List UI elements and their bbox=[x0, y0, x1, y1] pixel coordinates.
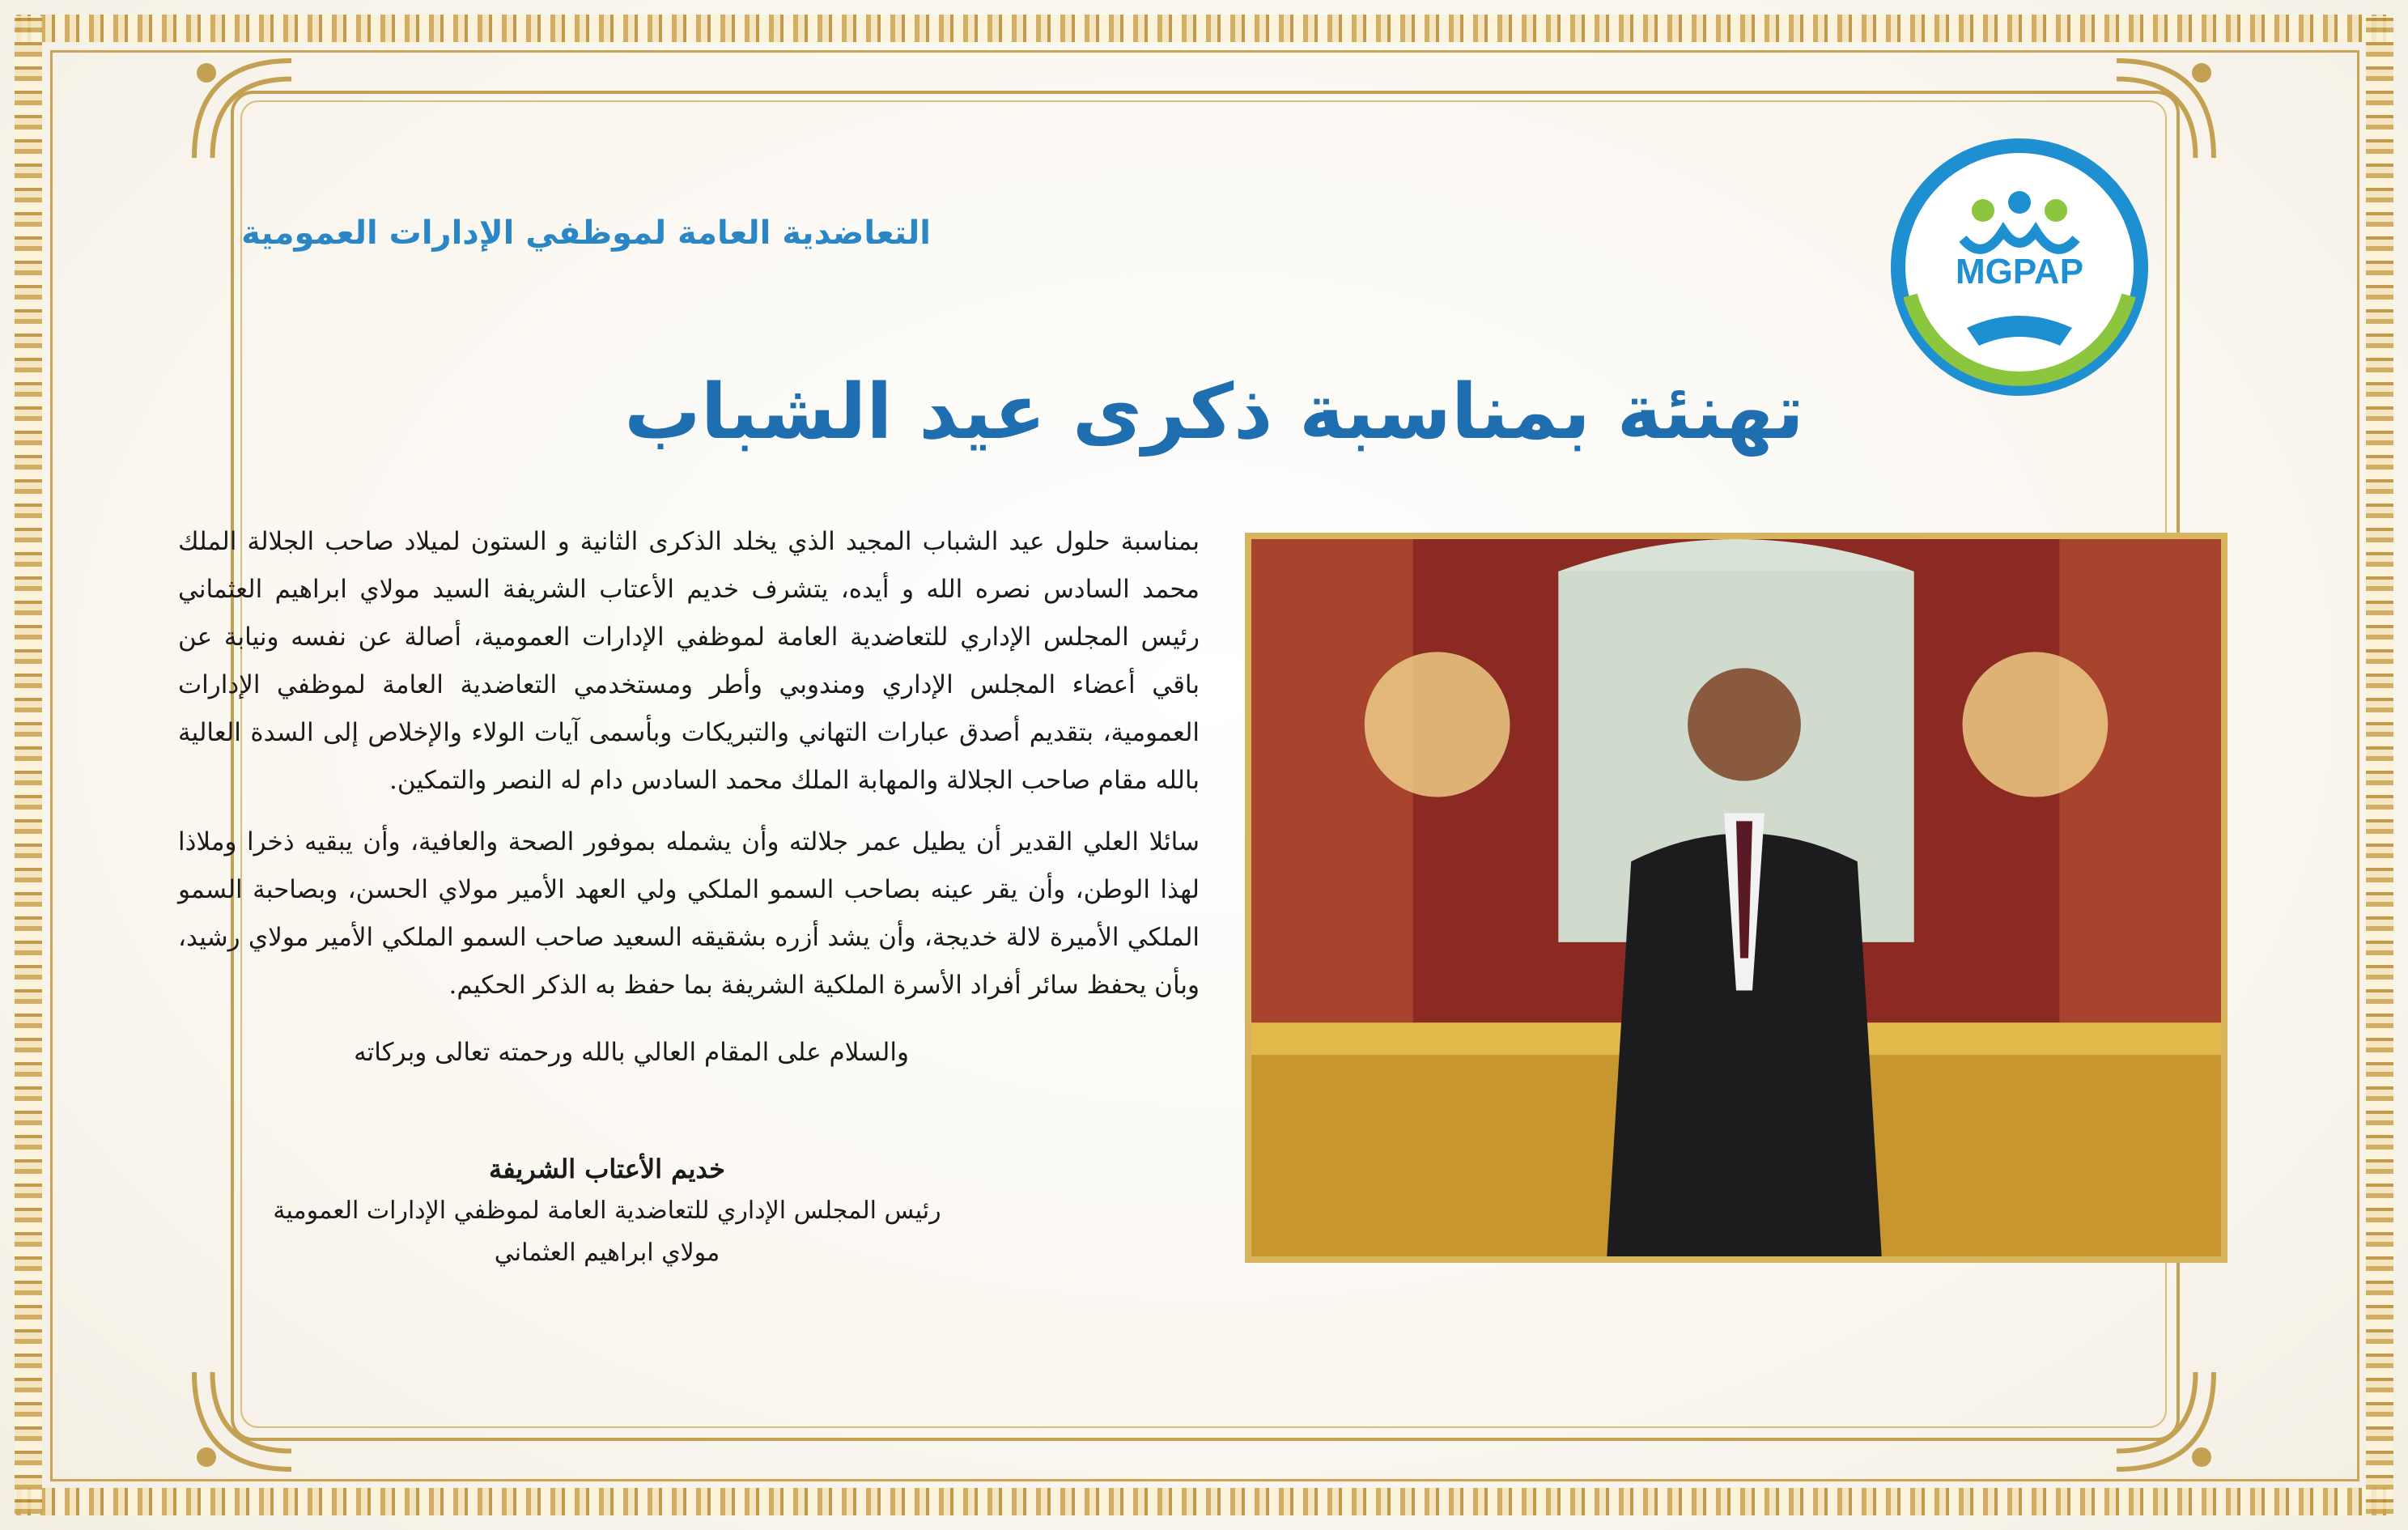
portrait-photo bbox=[1245, 533, 2228, 1263]
top-ornamental-border bbox=[16, 15, 2392, 42]
closing-salutation: والسلام على المقام العالي بالله ورحمته تعالى وبركاته bbox=[354, 1038, 909, 1067]
signature-position: رئيس المجلس الإداري للتعاضدية العامة لموظفي الإدارات العمومية bbox=[273, 1196, 941, 1225]
signature-block bbox=[243, 1148, 971, 1274]
message-paragraph-2 bbox=[178, 793, 1200, 1035]
corner-ornament-icon bbox=[182, 49, 304, 170]
bottom-ornamental-border bbox=[16, 1488, 2392, 1515]
corner-ornament-icon bbox=[2104, 1360, 2226, 1481]
page-headline: تهنئة بمناسبة ذكرى عيد الشباب bbox=[624, 368, 1804, 457]
message-paragraph-1 bbox=[178, 518, 1200, 805]
signature-title: خديم الأعتاب الشريفة bbox=[489, 1154, 725, 1184]
corner-ornament-icon bbox=[182, 1360, 304, 1481]
organization-title: التعاضدية العامة لموظفي الإدارات العمومية bbox=[241, 215, 931, 252]
logo-acronym: MGPAP bbox=[1955, 252, 2084, 291]
left-ornamental-border bbox=[15, 16, 42, 1514]
signature-name: مولاي ابراهيم العثماني bbox=[494, 1239, 720, 1267]
mgpap-logo bbox=[1886, 134, 2153, 401]
right-ornamental-border bbox=[2366, 16, 2393, 1514]
paragraph-2-text: سائلا العلي القدير أن يطيل عمر جلالته وأن يشمله بموفور الصحة والعافية، وأن يبقيه ذخرا وملاذا لهذا الوطن، وأن يقر عينه بصاحب السمو الملكي ولي العهد الأمير مولاي الحسن، وبصاحبة السمو الملكي الأميرة لالة خديجة، وأن يشد أزره بشقيقه السعيد صاحب السمو الملكي الأمير مولاي رشيد، وبأن يحفظ سائر أفراد الأسرة الملكية الشريفة بما حفظ به الذكر الحكيم. bbox=[178, 827, 1200, 1000]
paragraph-1-text: بمناسبة حلول عيد الشباب المجيد الذي يخلد الذكرى الثانية و الستون لميلاد صاحب الجلالة الملك محمد السادس نصره الله و أيده، يتشرف خديم الأعتاب الشريفة السيد مولاي ابراهيم العثماني رئيس المجلس الإداري للتعاضدية العامة لموظفي الإدارات العمومية، أصالة عن نفسه ونيابة عن باقي أعضاء المجلس الإداري ومندوبي وأطر ومستخدمي التعاضدية العامة لموظفي الإدارات العمومية، بتقديم أصدق عبارات التهاني والتبريكات وبأسمى آيات الولاء والإخلاص إلى السدة العالية بالله مقام صاحب الجلالة والمهابة الملك محمد السادس دام له النصر والتمكين. bbox=[178, 527, 1200, 795]
